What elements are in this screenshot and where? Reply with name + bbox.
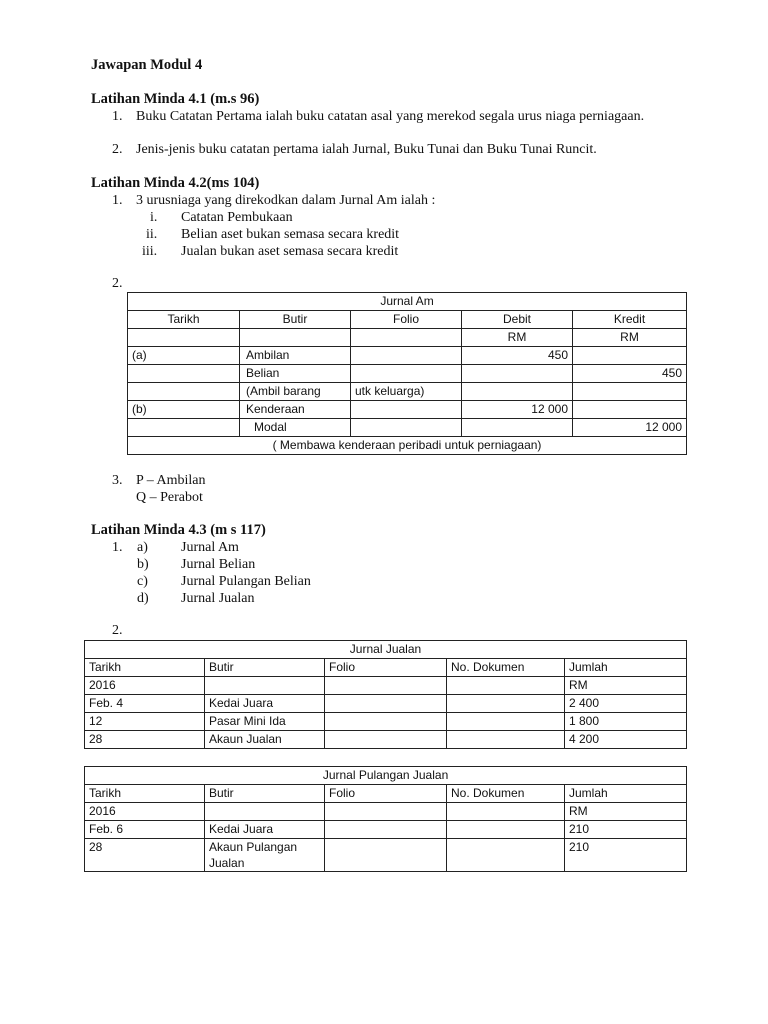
cell: 2 400 [565, 695, 687, 713]
table-row [128, 419, 687, 437]
roman-number: i. [150, 210, 158, 225]
item-cell: Belian [240, 365, 351, 383]
credit-cell [573, 383, 687, 401]
table-title: Jurnal Jualan [85, 641, 687, 659]
jurnal-pulangan-jualan-table [84, 766, 687, 872]
debit-cell [462, 419, 573, 437]
folio-cell [351, 347, 462, 365]
cell: Akaun Pulangan Jualan [205, 839, 325, 872]
answer-text: Jurnal Belian [181, 557, 256, 572]
list-number: 2. [112, 276, 123, 291]
unit-cell: RM [462, 329, 573, 347]
list-number: 2. [112, 623, 123, 638]
table-title: Jurnal Am [128, 293, 687, 311]
answer-text: Q – Perabot [136, 490, 203, 505]
unit-cell [351, 329, 462, 347]
column-header: Folio [325, 659, 447, 677]
item-cell: Ambilan [240, 347, 351, 365]
cell [447, 821, 565, 839]
cell: RM [565, 677, 687, 695]
list-number: 1. [112, 109, 123, 124]
cell: Pasar Mini Ida [205, 713, 325, 731]
cell: 2016 [85, 803, 205, 821]
column-header: No. Dokumen [447, 785, 565, 803]
cell [447, 839, 565, 872]
answer-text: Catatan Pembukaan [181, 210, 293, 225]
cell [325, 803, 447, 821]
unit-cell [240, 329, 351, 347]
table-row [85, 821, 687, 839]
date-cell [128, 419, 240, 437]
item-cell: Modal [240, 419, 351, 437]
section-heading-4-2: Latihan Minda 4.2(ms 104) [91, 175, 260, 191]
column-header: Kredit [573, 311, 687, 329]
cell [205, 803, 325, 821]
table-row [85, 839, 687, 872]
cell: 210 [565, 821, 687, 839]
answer-text: P – Ambilan [136, 473, 206, 488]
column-header: Butir [205, 659, 325, 677]
cell: 1 800 [565, 713, 687, 731]
table-row [128, 401, 687, 419]
column-header: No. Dokumen [447, 659, 565, 677]
column-header: Jumlah [565, 659, 687, 677]
debit-cell [462, 365, 573, 383]
table-row [85, 803, 687, 821]
table-row [128, 365, 687, 383]
table-row [128, 347, 687, 365]
folio-cell [351, 401, 462, 419]
cell: Akaun Jualan [205, 731, 325, 749]
answer-text: Jurnal Pulangan Belian [181, 574, 311, 589]
part-label: c) [137, 574, 148, 589]
column-header: Folio [325, 785, 447, 803]
column-header: Butir [240, 311, 351, 329]
jurnal-jualan-table [84, 640, 687, 749]
cell [325, 695, 447, 713]
column-header: Tarikh [85, 785, 205, 803]
date-cell: (a) [128, 347, 240, 365]
table-title: Jurnal Pulangan Jualan [85, 767, 687, 785]
narration-note: ( Membawa kenderaan peribadi untuk perniagaan) [128, 437, 687, 455]
cell: Feb. 4 [85, 695, 205, 713]
cell [447, 713, 565, 731]
section-heading-4-3: Latihan Minda 4.3 (m s 117) [91, 522, 266, 538]
roman-number: ii. [146, 227, 158, 242]
jurnal-am-table [127, 292, 687, 455]
answer-text: Jenis-jenis buku catatan pertama ialah Jurnal, Buku Tunai dan Buku Tunai Runcit. [136, 142, 597, 157]
table-row [85, 677, 687, 695]
column-header: Jumlah [565, 785, 687, 803]
cell [447, 695, 565, 713]
cell: Kedai Juara [205, 821, 325, 839]
answer-text: Buku Catatan Pertama ialah buku catatan asal yang merekod segala urus niaga perniagaan. [136, 109, 645, 124]
part-label: d) [137, 591, 149, 606]
part-label: b) [137, 557, 149, 572]
credit-cell [573, 347, 687, 365]
cell: 2016 [85, 677, 205, 695]
column-header: Folio [351, 311, 462, 329]
cell: 28 [85, 731, 205, 749]
folio-cell: utk keluarga) [351, 383, 462, 401]
cell: 28 [85, 839, 205, 872]
cell [325, 713, 447, 731]
cell [325, 731, 447, 749]
answer-text: Jualan bukan aset semasa secara kredit [181, 244, 399, 259]
cell [447, 803, 565, 821]
cell [447, 731, 565, 749]
unit-cell: RM [573, 329, 687, 347]
column-header: Butir [205, 785, 325, 803]
answer-text: 3 urusniaga yang direkodkan dalam Jurnal Am ialah : [136, 193, 436, 208]
table-row [85, 731, 687, 749]
cell: Feb. 6 [85, 821, 205, 839]
cell [325, 677, 447, 695]
roman-number: iii. [142, 244, 158, 259]
cell: Kedai Juara [205, 695, 325, 713]
cell: 12 [85, 713, 205, 731]
date-cell [128, 365, 240, 383]
part-label: a) [137, 540, 148, 555]
list-number: 3. [112, 473, 123, 488]
table-row [85, 695, 687, 713]
page-title: Jawapan Modul 4 [91, 57, 203, 73]
folio-cell [351, 365, 462, 383]
column-header: Debit [462, 311, 573, 329]
answer-text: Jurnal Am [181, 540, 239, 555]
section-heading-4-1: Latihan Minda 4.1 (m.s 96) [91, 91, 260, 107]
debit-cell [462, 383, 573, 401]
date-cell [128, 383, 240, 401]
credit-cell [573, 401, 687, 419]
unit-cell [128, 329, 240, 347]
cell [325, 839, 447, 872]
answer-text: Belian aset bukan semasa secara kredit [181, 227, 400, 242]
credit-cell: 12 000 [573, 419, 687, 437]
credit-cell: 450 [573, 365, 687, 383]
cell: 210 [565, 839, 687, 872]
cell: 4 200 [565, 731, 687, 749]
column-header: Tarikh [85, 659, 205, 677]
date-cell: (b) [128, 401, 240, 419]
table-row [85, 713, 687, 731]
cell [447, 677, 565, 695]
list-number: 1. [112, 193, 123, 208]
cell [205, 677, 325, 695]
answer-text: Jurnal Jualan [181, 591, 255, 606]
item-cell: (Ambil barang [240, 383, 351, 401]
item-cell: Kenderaan [240, 401, 351, 419]
cell: RM [565, 803, 687, 821]
table-row [128, 383, 687, 401]
folio-cell [351, 419, 462, 437]
list-number: 1. [112, 540, 123, 555]
debit-cell: 450 [462, 347, 573, 365]
list-number: 2. [112, 142, 123, 157]
column-header: Tarikh [128, 311, 240, 329]
cell [325, 821, 447, 839]
debit-cell: 12 000 [462, 401, 573, 419]
